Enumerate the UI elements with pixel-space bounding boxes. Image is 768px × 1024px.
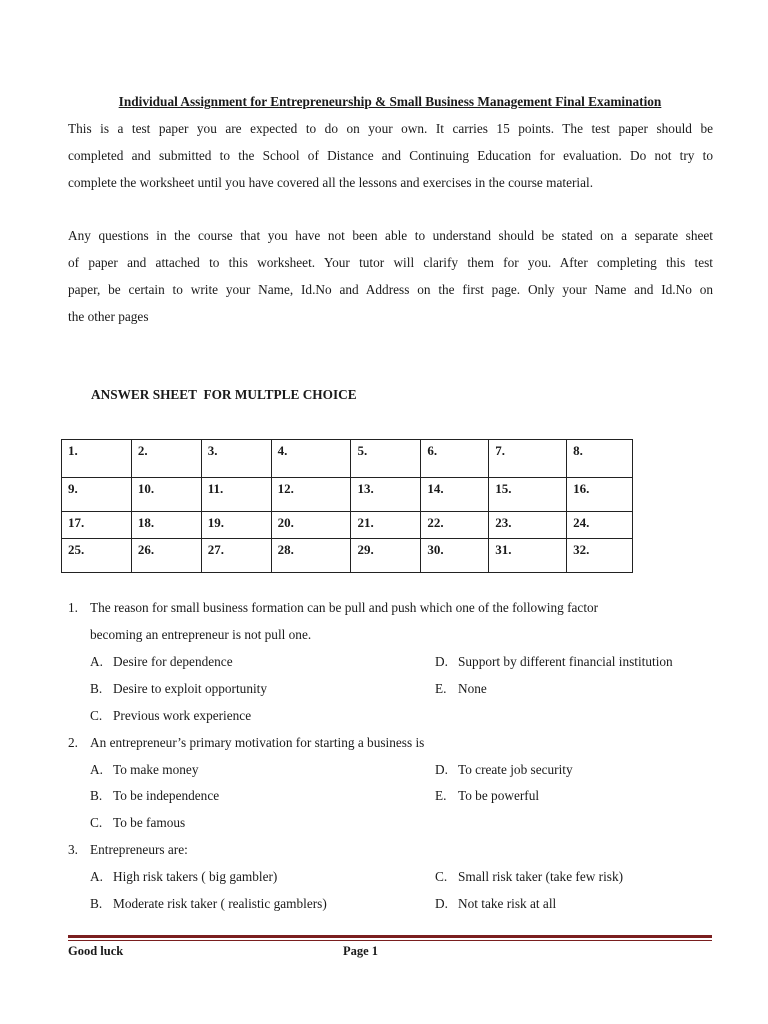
answer-cell[interactable]: 28. <box>271 539 351 573</box>
option-text: Moderate risk taker ( realistic gamblers) <box>113 896 327 911</box>
answer-cell[interactable]: 23. <box>489 512 567 539</box>
text-line: completed and submitted to the School of Distance and Continuing Education for evaluation. Do not try to <box>68 148 713 163</box>
option-a[interactable] <box>90 762 198 778</box>
answer-cell[interactable]: 18. <box>131 512 201 539</box>
option-c[interactable] <box>90 708 251 724</box>
option-letter: A. <box>90 869 103 884</box>
option-d[interactable] <box>435 654 673 670</box>
table-row <box>62 478 633 512</box>
option-letter: B. <box>90 896 103 911</box>
option-text: To be independence <box>113 788 220 803</box>
answer-cell[interactable]: 14. <box>421 478 489 512</box>
text-line: This is a test paper you are expected to do on your own. It carries 15 points. The test paper should be <box>68 121 713 136</box>
intro-paragraph-2 <box>68 222 713 330</box>
answer-cell[interactable]: 9. <box>62 478 132 512</box>
option-text: Desire to exploit opportunity <box>113 681 267 696</box>
answer-cell[interactable]: 8. <box>567 440 633 478</box>
text-line: paper, be certain to write your Name, Id.No and Address on the first page. Only your Name and Id.No on <box>68 282 713 297</box>
option-text: Not take risk at all <box>458 896 557 911</box>
option-letter: E. <box>435 788 447 803</box>
answer-cell[interactable]: 20. <box>271 512 351 539</box>
answer-cell[interactable]: 6. <box>421 440 489 478</box>
footer-good-luck: Good luck <box>68 944 124 958</box>
table-row <box>62 512 633 539</box>
option-text: To be powerful <box>458 788 540 803</box>
answer-cell[interactable]: 24. <box>567 512 633 539</box>
question-stem: An entrepreneur’s primary motivation for starting a business is <box>90 735 425 750</box>
answer-cell[interactable]: 25. <box>62 539 132 573</box>
question-stem: becoming an entrepreneur is not pull one. <box>90 627 312 642</box>
option-letter: E. <box>435 681 447 696</box>
option-a[interactable] <box>90 869 277 885</box>
option-letter: A. <box>90 654 103 669</box>
option-letter: A. <box>90 762 103 777</box>
answer-cell[interactable]: 13. <box>351 478 421 512</box>
option-text: Previous work experience <box>113 708 252 723</box>
option-a[interactable] <box>90 654 233 670</box>
answer-sheet-table <box>61 439 633 573</box>
option-letter: B. <box>90 788 103 803</box>
answer-cell[interactable]: 15. <box>489 478 567 512</box>
option-text: High risk takers ( big gambler) <box>113 869 278 884</box>
answer-cell[interactable]: 29. <box>351 539 421 573</box>
page-number: Page 1 <box>343 944 379 958</box>
footer-rule-thin <box>68 940 712 941</box>
option-e[interactable] <box>435 681 487 697</box>
answer-cell[interactable]: 11. <box>201 478 271 512</box>
option-text: To create job security <box>458 762 573 777</box>
option-letter: D. <box>435 896 448 911</box>
option-text: Desire for dependence <box>113 654 233 669</box>
table-row <box>62 440 633 478</box>
answer-cell[interactable]: 27. <box>201 539 271 573</box>
document-title: Individual Assignment for Entrepreneurship & Small Business Management Final Examination <box>118 94 662 109</box>
answer-cell[interactable]: 3. <box>201 440 271 478</box>
option-c[interactable] <box>90 815 185 831</box>
answer-cell[interactable]: 17. <box>62 512 132 539</box>
intro-paragraph-1 <box>68 115 713 196</box>
answer-cell[interactable]: 16. <box>567 478 633 512</box>
answer-cell[interactable]: 7. <box>489 440 567 478</box>
answer-cell[interactable]: 4. <box>271 440 351 478</box>
text-line: complete the worksheet until you have covered all the lessons and exercises in the course material. <box>68 175 594 190</box>
answer-cell[interactable]: 31. <box>489 539 567 573</box>
question-number: 1. <box>68 600 78 615</box>
option-letter: B. <box>90 681 103 696</box>
question-stem: The reason for small business formation can be pull and push which one of the following factor <box>90 600 599 615</box>
answer-cell[interactable]: 21. <box>351 512 421 539</box>
text-line: the other pages <box>68 309 149 324</box>
answer-cell[interactable]: 5. <box>351 440 421 478</box>
answer-cell[interactable]: 22. <box>421 512 489 539</box>
option-d[interactable] <box>435 762 573 778</box>
option-text: None <box>458 681 487 696</box>
option-text: Small risk taker (take few risk) <box>458 869 624 884</box>
option-text: To make money <box>113 762 199 777</box>
question-stem: Entrepreneurs are: <box>90 842 188 857</box>
answer-cell[interactable]: 19. <box>201 512 271 539</box>
answer-sheet-heading: ANSWER SHEET FOR MULTPLE CHOICE <box>91 387 357 402</box>
answer-cell[interactable]: 32. <box>567 539 633 573</box>
option-letter: D. <box>435 654 448 669</box>
option-e[interactable] <box>435 788 539 804</box>
footer-rule <box>68 935 712 938</box>
answer-cell[interactable]: 30. <box>421 539 489 573</box>
answer-cell[interactable]: 1. <box>62 440 132 478</box>
answer-cell[interactable]: 2. <box>131 440 201 478</box>
option-letter: C. <box>90 708 103 723</box>
option-text: Support by different financial institution <box>458 654 673 669</box>
text-line: of paper and attached to this worksheet. Your tutor will clarify them for you. After completing this test <box>68 255 713 270</box>
option-c[interactable] <box>435 869 623 885</box>
option-b[interactable] <box>90 896 327 912</box>
question-number: 2. <box>68 735 78 750</box>
option-b[interactable] <box>90 681 267 697</box>
answer-cell[interactable]: 26. <box>131 539 201 573</box>
answer-cell[interactable]: 12. <box>271 478 351 512</box>
option-text: To be famous <box>113 815 186 830</box>
table-row <box>62 539 633 573</box>
option-letter: D. <box>435 762 448 777</box>
answer-cell[interactable]: 10. <box>131 478 201 512</box>
question-number: 3. <box>68 842 78 857</box>
option-d[interactable] <box>435 896 556 912</box>
option-b[interactable] <box>90 788 219 804</box>
option-letter: C. <box>90 815 103 830</box>
text-line: Any questions in the course that you have not been able to understand should be stated on a separate sheet <box>68 228 713 243</box>
option-letter: C. <box>435 869 448 884</box>
